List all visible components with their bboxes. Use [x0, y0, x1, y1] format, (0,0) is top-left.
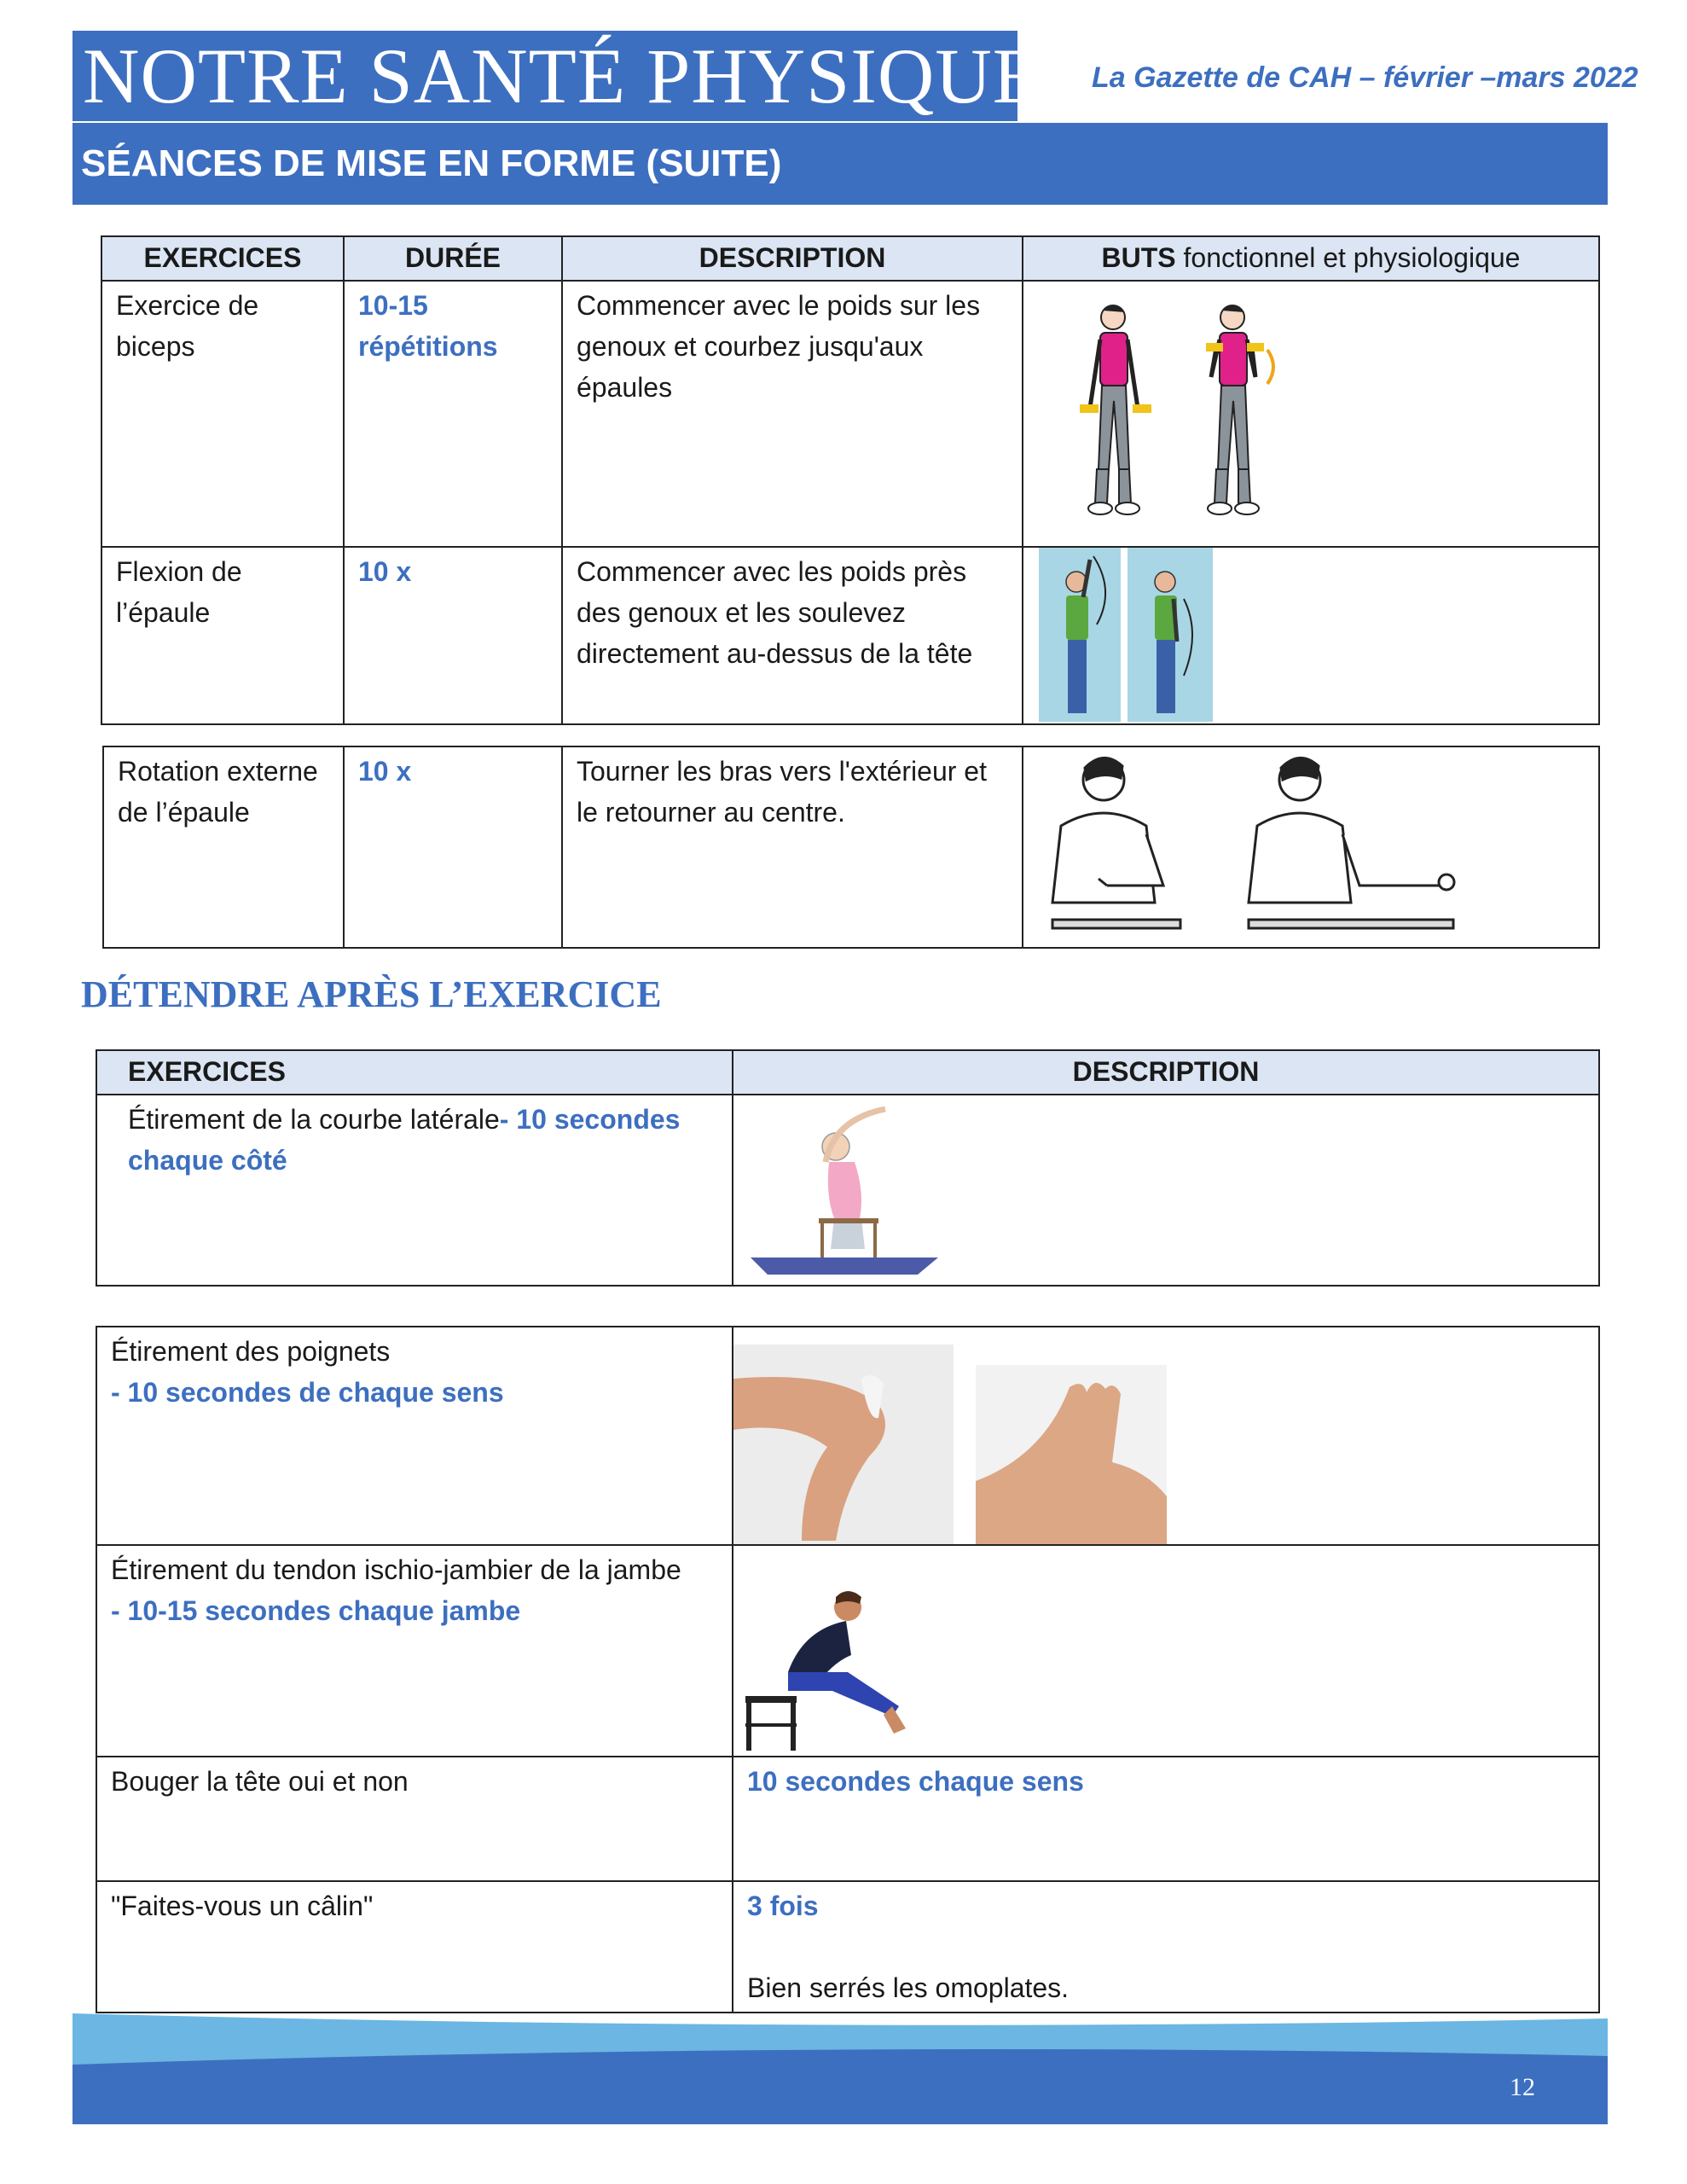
table-row [96, 1881, 1599, 2013]
exercise-duration: 10 x [344, 746, 562, 948]
col-header-description: DESCRIPTION [733, 1050, 1599, 1095]
exercise-description: 10 secondes chaque sens [733, 1757, 1599, 1881]
col-header-buts [1023, 236, 1599, 281]
exercise-name: Bouger la tête oui et non [96, 1757, 733, 1881]
exercise-detail: - 10 secondes de chaque sens [111, 1377, 504, 1408]
exercise-duration: 10-15 répétitions [344, 281, 562, 547]
exercise-name: Étirement des poignets [111, 1336, 391, 1367]
external-rotation-illustration [1023, 746, 1599, 948]
exercise-cell [96, 1545, 733, 1757]
table-row [103, 746, 1599, 948]
hamstring-stretch-illustration [733, 1545, 1599, 1757]
exercise-name: Exercice de biceps [101, 281, 344, 547]
section-title-cooldown: DÉTENDRE APRÈS L’EXERCICE [81, 973, 662, 1015]
exercise-description: Commencer avec le poids sur les genoux et courbez jusqu'aux épaules [562, 281, 1023, 547]
shoulder-flexion-figure [1039, 548, 1218, 722]
side-bend-illustration [733, 1095, 1599, 1286]
col-header-exercices: EXERCICES [96, 1050, 733, 1095]
cooldown-header-table [96, 1049, 1600, 1287]
biceps-curl-figure [1066, 299, 1288, 529]
exercise-description-cell [733, 1881, 1599, 2013]
section-banner: SÉANCES DE MISE EN FORME (SUITE) [72, 123, 1608, 205]
exercise-detail: - 10-15 secondes chaque jambe [111, 1595, 521, 1626]
exercise-name: Rotation externe de l’épaule [103, 746, 344, 948]
wrist-stretch-figure [733, 1345, 1177, 1544]
table-row [101, 547, 1599, 724]
exercise-name: Flexion de l’épaule [101, 547, 344, 724]
hamstring-stretch-figure [745, 1589, 916, 1752]
exercise-cell [96, 1095, 733, 1286]
col-header-exercices: EXERCICES [101, 236, 344, 281]
rotation-table [102, 746, 1600, 949]
exercise-description: Tourner les bras vers l'extérieur et le retourner au centre. [562, 746, 1023, 948]
exercise-description: 3 fois [747, 1891, 819, 1921]
col-header-description: DESCRIPTION [562, 236, 1023, 281]
exercise-duration: 10 x [344, 547, 562, 724]
exercise-name: Étirement de la courbe latérale [128, 1104, 500, 1135]
col-header-duree: DURÉE [344, 236, 562, 281]
exercise-name: Étirement du tendon ischio-jambier de la jambe [111, 1554, 681, 1585]
exercise-table [101, 235, 1600, 725]
table-row [101, 281, 1599, 547]
table-row [96, 1327, 1599, 1545]
exercise-cell [96, 1327, 733, 1545]
page-number: 12 [1510, 2073, 1535, 2101]
external-rotation-figure [1035, 749, 1462, 945]
exercise-name: "Faites-vous un câlin" [96, 1881, 733, 2013]
biceps-illustration [1023, 281, 1599, 547]
buts-rest: fonctionnel et physiologique [1175, 242, 1521, 273]
side-bend-figure [751, 1099, 938, 1281]
table-row [96, 1757, 1599, 1881]
exercise-note: Bien serrés les omoplates. [747, 1972, 1070, 2003]
table-row [96, 1095, 1599, 1286]
exercise-detail: - 10 secondes chaque côté [128, 1104, 681, 1176]
wrist-stretch-illustration [733, 1327, 1599, 1545]
masthead-title: NOTRE SANTÉ PHYSIQUE [72, 31, 1017, 121]
footer-wave [72, 2013, 1608, 2124]
table-row [96, 1545, 1599, 1757]
buts-bold: BUTS [1101, 242, 1176, 273]
gazette-issue: La Gazette de CAH – février –mars 2022 [1092, 61, 1638, 94]
shoulder-flexion-illustration [1023, 547, 1599, 724]
stretch-table [96, 1326, 1600, 2013]
exercise-description: Commencer avec les poids près des genoux et les soulevez directement au-dessus de la tête [562, 547, 1023, 724]
